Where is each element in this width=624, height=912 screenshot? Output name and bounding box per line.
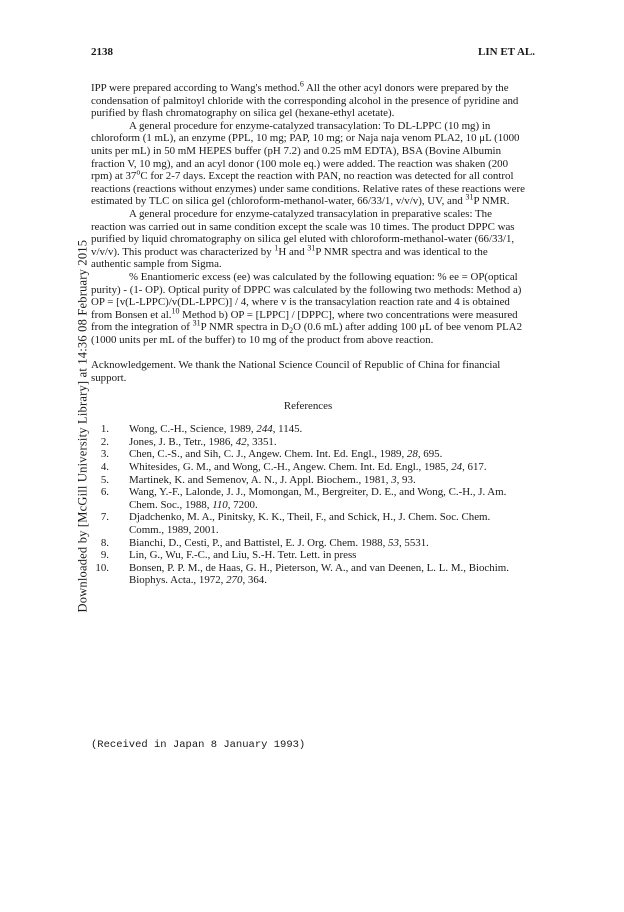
reference-item [91,486,525,511]
reference-text: Whitesides, G. M., and Wong, C.-H., Angew. Chem. Int. Ed. Engl., 1985, 24, 617. [129,461,487,474]
reference-number: 9. [100,549,109,562]
page-number: 2138 [91,46,113,58]
reference-item [91,537,525,550]
reference-text: Djadchenko, M. A., Pinitsky, K. K., Theil, F., and Schick, H., J. Chem. Soc. Chem. Comm., 1989, 2001. [129,511,491,536]
reference-number: 8. [100,536,109,549]
reference-volume: 3 [391,473,397,486]
reference-item [91,436,525,449]
reference-item [91,549,525,562]
reference-item [91,448,525,461]
reference-text: Wong, C.-H., Science, 1989, 244, 1145. [129,423,303,436]
page-header [91,46,535,62]
reference-number: 7. [100,511,109,524]
reference-volume: 24 [451,461,463,474]
reference-volume: 270 [226,574,243,587]
acknowledgement-label: Acknowledgement. [91,359,176,372]
received-date: (Received in Japan 8 January 1993) [91,739,306,751]
reference-number: 1. [100,423,109,436]
acknowledgement: Acknowledgement. We thank the National Science Council of Republic of China for financial support. [91,359,501,385]
running-head: LIN ET AL. [478,46,535,58]
reference-list [91,423,525,587]
reference-number: 10. [95,561,109,574]
reference-item [91,461,525,474]
paragraph-preparative: A general procedure for enzyme-catalyzed transacylation in preparative scales: The reaction was carried out in same condition except the scale was 10 times. The product DPPC was purified by liquid chromatography on silica gel eluted with chloroform-methanol-water (66/33/1, v/v/v). This product was characterized by $^1$H and $^{31}$P NMR spectra and was identical to the authentic sample from Sigma. [91,207,515,271]
reference-volume: 110 [212,498,228,511]
references-heading: References [283,399,333,412]
reference-number: 5. [100,473,109,486]
reference-item [91,423,525,436]
reference-text: Chen, C.-S., and Sih, C. J., Angew. Chem. Int. Ed. Engl., 1989, 28, 695. [129,448,443,461]
download-watermark: Downloaded by [McGill University Library] at 14:36 08 February 2015 [75,239,90,613]
reference-item [91,511,525,536]
reference-volume: 42 [235,435,247,448]
article-body [91,79,525,587]
reference-item [91,474,525,487]
reference-text: Bonsen, P. P. M., de Haas, G. H., Pieterson, W. A., and van Deenen, L. L. M., Biochim. Biophys. Acta., 1972, 270, 364. [129,561,509,587]
reference-text: Wang, Y.-F., Lalonde, J. J., Momongan, M., Bergreiter, D. E., and Wong, C.-H., J. Am. Chem. Soc., 1988, 110, 7200. [129,486,507,511]
reference-number: 3. [100,448,109,461]
paragraph-synthesis: IPP were prepared according to Wang's method.$^6$ All the other acyl donors were prepared by the condensation of palmitoyl chloride with the corresponding alcohol in the presence of pyridine and purified by flash chromatography on silica gel (hexane-ethyl acetate). [91,79,519,120]
reference-text: Bianchi, D., Cesti, P., and Battistel, E. J. Org. Chem. 1988, 53, 5531. [129,536,429,549]
reference-number: 4. [100,461,109,474]
reference-text: Jones, J. B., Tetr., 1986, 42, 3351. [129,435,277,448]
reference-item [91,562,525,587]
reference-number: 6. [100,486,109,499]
reference-number: 2. [100,435,109,448]
paragraph-general-procedure: A general procedure for enzyme-catalyzed transacylation: To DL-LPPC (10 mg) in chloroform (1 mL), an enzyme (PPL, 10 mg; PAP, 10 mg; or Naja naja venom PLA2, 10 μL (1000 units per mL) in 50 mM HEPES buffer (pH 7.2) and 0.25 mM EDTA), BSA (Bovine Albumin fraction V, 10 mg), and an acyl donor (100 mole eq.) were added. The reaction was shaken (200 rpm) at 37$^o$C for 2-7 days. Except the reaction with PAN, no reaction was detected for all control reactions (reactions without enzymes) under same conditions. Relative rates of these reactions were estimated by TLC on silica gel (chloroform-methanol-water, 66/33/1, v/v/v), UV, and $^{31}$P NMR. [91,119,525,208]
reference-volume: 244 [256,423,273,436]
reference-volume: 53 [388,536,399,549]
reference-volume: 28 [406,448,418,461]
reference-text: Martinek, K. and Semenov, A. N., J. Appl. Biochem., 1981, 3, 93. [129,473,416,486]
reference-text: Lin, G., Wu, F.-C., and Liu, S.-H. Tetr. Lett. in press [129,549,357,562]
paragraph-enantiomeric-excess: % Enantiomeric excess (ee) was calculated by the following equation: % ee = OP(optical purity) - (1- OP). Optical purity of DPPC was calculated by the following two methods: Method a) OP = [v(L-LPPC)/v(DL-LPPC)] / 4, where v is the transacylation reaction rate and 4 is obtained from Bonsen et al.$^{10}$ Method b) OP = [LPPC] / [DPPC], where two concentrations were measured from the integration of $^{31}$P NMR spectra in $D_2O$ (0.6 mL) after adding 100 μL of bee venom PLA2 (1000 units per mL of the buffer) to 10 mg of the product from above reaction. [91,270,523,346]
